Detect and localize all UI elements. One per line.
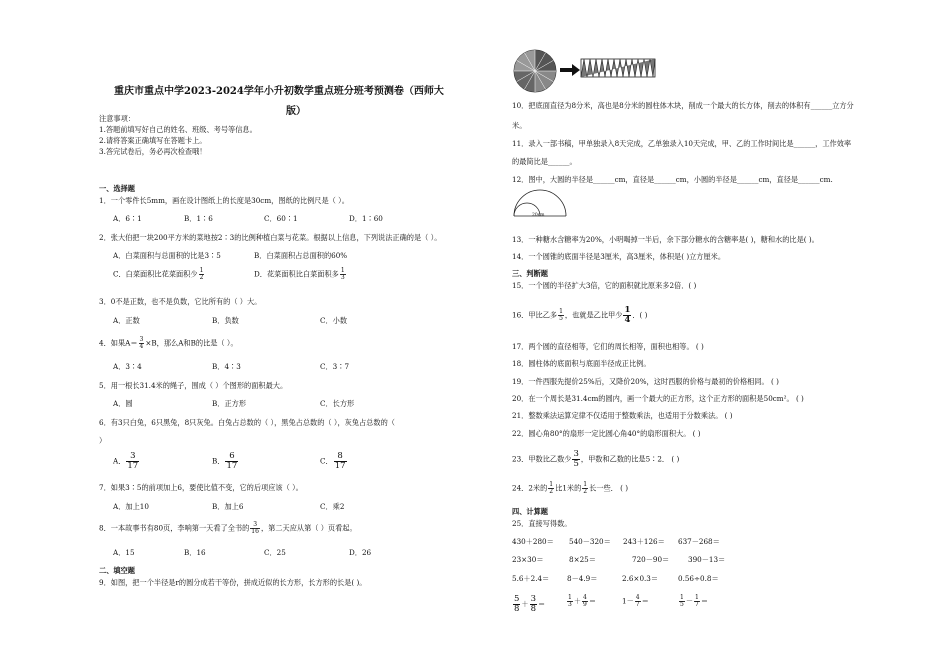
calc-item: 430＋280＝ bbox=[512, 537, 554, 546]
question-text: 15．一个圆的半径扩大3倍，它的面积就比原来多2倍．( ) bbox=[512, 281, 697, 290]
question-text: 19．一件西服先提价25%后，又降价20%，这时西服的价格与最初的价格相同。 ( ) bbox=[512, 377, 779, 386]
question-text: 8．一本故事书有80页，李响第一天看了全书的 $\frac{3}{16}$ ，第二天应从第（ ）页看起。 bbox=[99, 521, 357, 535]
option: B．负数 bbox=[212, 316, 239, 325]
option: C． $\frac{8}{17}$ bbox=[320, 451, 346, 471]
option: C．25 bbox=[264, 548, 286, 557]
option: D．1∶60 bbox=[349, 214, 383, 223]
question-text: 10．把底面直径为8分米，高也是8分米的圆柱体木块，削成一个最大的长方体，削去的体积有______立方分 bbox=[512, 101, 854, 110]
fraction: $\frac{1}{3}$ bbox=[340, 267, 345, 281]
calc-item: 243＋126＝ bbox=[623, 537, 665, 546]
option: B．1∶6 bbox=[184, 214, 213, 223]
page-title: 重庆市重点中学2023-2024学年小升初数学重点班分班考预测卷（西师大 bbox=[114, 86, 444, 97]
calc-item: $\frac{1}{3}$ ＋ $\frac{4}{9}$ ＝ bbox=[568, 594, 597, 608]
question-text: 22．圆心角80°的扇形一定比圆心角40°的扇形面积大。 ( ) bbox=[512, 429, 701, 438]
section-heading: 四、计算题 bbox=[512, 507, 548, 516]
question-text: 5．用一根长31.4米的绳子，围成（ ）个图形的面积最大。 bbox=[99, 381, 288, 390]
question-text: 6．有3只白兔，6只黑兔，8只灰兔。白兔占总数的（ ），黑兔占总数的（ ），灰兔占总数的（ bbox=[99, 418, 395, 427]
calc-item: 8－4.9＝ bbox=[567, 574, 598, 583]
question-text: 21．整数乘法运算定律不仅适用于整数乘法，也适用于分数乘法。 ( ) bbox=[512, 411, 733, 420]
question-text: 9．如图，把一个半径是r的圆分成若干等份，拼成近似的长方形，长方形的长是( )。 bbox=[99, 578, 367, 587]
question-text: 4．如果A＝ $\frac{3}{4}$ ×B，那么A和B的比是（ ）。 bbox=[99, 336, 238, 350]
option: B． $\frac{6}{17}$ bbox=[212, 451, 238, 471]
question-text: 18．圆柱体的底面积与底面半径成正比例。 bbox=[512, 359, 651, 368]
option: C．60∶1 bbox=[264, 214, 298, 223]
section-heading: 二、填空题 bbox=[99, 566, 135, 575]
option: A．6∶1 bbox=[113, 214, 142, 223]
question-text: 1．一个零件长5mm，画在设计图纸上的长度是30cm，图纸的比例尺是（ ）。 bbox=[99, 196, 349, 205]
question-text: 13．一种糖水含糖率为20%，小明喝掉一半后，余下部分糖水的含糖率是( )，糖和水的比是( )。 bbox=[512, 235, 819, 244]
fraction: $\frac{3}{4}$ bbox=[139, 336, 144, 350]
notice-item: 1.答题前填写好自己的姓名、班级、考号等信息。 bbox=[99, 125, 257, 134]
option-label: D．花菜面积比白菜面积多 bbox=[254, 269, 339, 279]
question-text-cont: 米。 bbox=[512, 121, 527, 130]
calc-item: 540－320＝ bbox=[569, 537, 611, 546]
option: B．加上6 bbox=[212, 502, 244, 511]
option bbox=[254, 268, 347, 281]
option: B．4∶3 bbox=[212, 362, 241, 371]
calc-item: 637－268＝ bbox=[678, 537, 720, 546]
question-text-cont: 的最简比是______。 bbox=[512, 157, 577, 166]
arrow-icon bbox=[560, 64, 580, 76]
calc-item: 5.6＋2.4＝ bbox=[512, 574, 550, 583]
option: C．长方形 bbox=[320, 399, 355, 408]
fraction: $\frac{1}{2}$ bbox=[583, 481, 588, 495]
section-heading: 一、选择题 bbox=[99, 184, 135, 193]
option: C．3∶7 bbox=[320, 362, 350, 371]
option: C．小数 bbox=[320, 316, 348, 325]
option: B．白菜面积占总面积的60% bbox=[254, 251, 348, 260]
fraction: $\frac{6}{17}$ bbox=[226, 451, 238, 471]
option: A．正数 bbox=[113, 316, 140, 325]
option: A．3∶4 bbox=[113, 362, 142, 371]
fraction: $\frac{1}{2}$ bbox=[549, 481, 554, 495]
fraction: $\frac{3}{5}$ bbox=[573, 449, 579, 469]
question-text: 16．甲比乙多 $\frac{1}{5}$ ，也就是乙比甲少 $\frac{1}{4}$ ．( ) bbox=[512, 305, 648, 325]
calc-item: 390－13＝ bbox=[688, 555, 726, 564]
option: A．圆 bbox=[113, 399, 133, 408]
rearranged-rectangle-diagram bbox=[580, 58, 656, 78]
notice-heading: 注意事项： bbox=[99, 114, 135, 123]
question-text: 11．录入一部书稿，甲单独录入8天完成，乙单独录入10天完成，甲、乙的工作时间比是______，工作效率 bbox=[512, 139, 852, 148]
question-text: 25．直接写得数。 bbox=[512, 519, 572, 528]
question-text-cont: ） bbox=[99, 436, 107, 445]
calc-item: 0.56÷0.8＝ bbox=[678, 574, 719, 583]
option: C．乘2 bbox=[320, 502, 345, 511]
calc-item: $\frac{1}{5}$ － $\frac{1}{7}$ ＝ bbox=[680, 594, 709, 608]
option: A．白菜面积与总面积的比是3∶5 bbox=[113, 251, 221, 260]
fraction: $\frac{1}{4}$ bbox=[624, 305, 631, 325]
notice-item: 2.请将答案正确填写在答题卡上。 bbox=[99, 136, 207, 145]
option bbox=[113, 268, 205, 281]
section-heading: 三、判断题 bbox=[512, 269, 548, 278]
calc-item: 1－ $\frac{4}{7}$ ＝ bbox=[622, 594, 649, 608]
calc-item: $\frac{5}{8}$ ＋ $\frac{3}{8}$ ＝ bbox=[514, 594, 546, 614]
question-text: 12．图中，大圆的半径是______cm，直径是______cm，小圆的半径是______cm，直径是______cm. bbox=[512, 175, 833, 184]
option: A．加上10 bbox=[113, 502, 149, 511]
option: D．26 bbox=[349, 548, 372, 557]
question-text: 7．如果3∶5的前项加上6，要使比值不变，它的后项应该（ ）。 bbox=[99, 483, 303, 492]
notice-item: 3.答完试卷后，务必再次检查哦！ bbox=[99, 147, 207, 156]
option: B．正方形 bbox=[212, 399, 247, 408]
fraction: $\frac{3}{16}$ bbox=[251, 521, 259, 535]
fraction: $\frac{1}{5}$ bbox=[559, 308, 563, 322]
option: A． $\frac{3}{17}$ bbox=[113, 451, 139, 471]
question-text: 17．两个圆的直径相等，它们的周长相等，面积也相等。 ( ) bbox=[512, 342, 704, 351]
fraction: $\frac{1}{2}$ bbox=[199, 267, 204, 281]
question-text: 23．甲数比乙数少 $\frac{3}{5}$ ，甲数和乙数的比是5∶2． ( ) bbox=[512, 449, 680, 469]
option-label: C．白菜面积比花菜面积少 bbox=[113, 269, 198, 279]
question-text: 2．张大伯把一块200平方米的菜地按2∶3的比例种植白菜与花菜。根据以上信息，下列说法正确的是（ ）。 bbox=[99, 233, 442, 242]
calc-item: 8×25＝ bbox=[569, 555, 596, 564]
option: A．15 bbox=[113, 548, 135, 557]
diagram-label: 20cm bbox=[532, 213, 545, 218]
calc-item: 720－90＝ bbox=[632, 555, 670, 564]
option: B．16 bbox=[184, 548, 206, 557]
question-text: 24．2米的 $\frac{1}{2}$ 比1米的 $\frac{1}{2}$ 长一些． ( ) bbox=[512, 481, 629, 495]
question-text: 20．在一个周长是31.4cm的圆内，画一个最大的正方形，这个正方形的面积是50cm²。 ( ) bbox=[512, 394, 804, 403]
question-text: 3．0不是正数，也不是负数，它比所有的（ ）大。 bbox=[99, 297, 262, 306]
calc-item: 2.6×0.3＝ bbox=[622, 574, 659, 583]
fraction: $\frac{3}{17}$ bbox=[127, 451, 139, 471]
calc-item: 23×30＝ bbox=[512, 555, 544, 564]
circle-sectors-diagram bbox=[512, 48, 558, 94]
page-title-cont: 版） bbox=[286, 106, 306, 117]
fraction: $\frac{8}{17}$ bbox=[334, 451, 346, 471]
question-text: 14．一个圆锥的底面半径是3厘米，高3厘米，体积是( )立方厘米。 bbox=[512, 252, 726, 261]
